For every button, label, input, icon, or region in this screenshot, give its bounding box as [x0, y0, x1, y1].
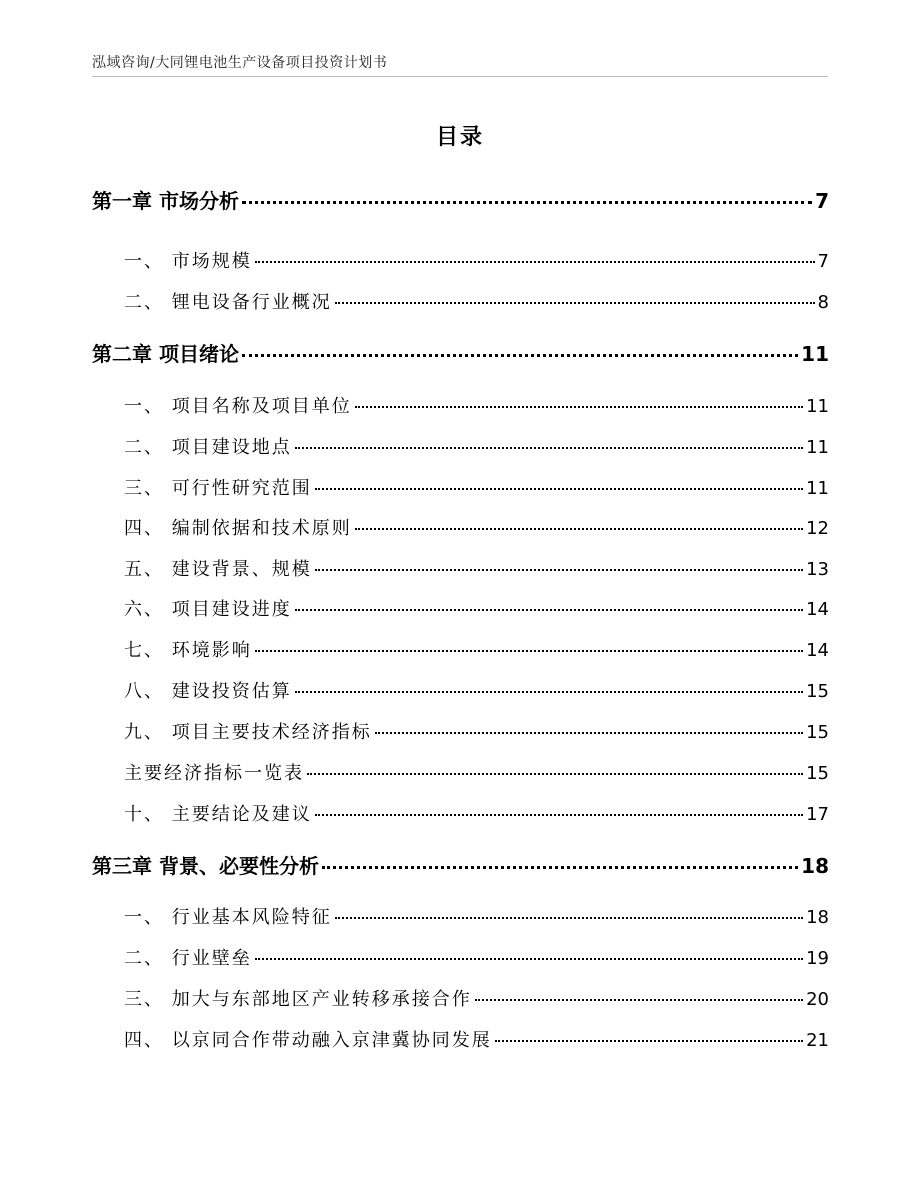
toc-entry-label: 第三章 背景、必要性分析: [92, 854, 319, 878]
dot-leader: [255, 650, 803, 652]
toc-entry-label: 九、 项目主要技术经济指标: [124, 722, 372, 743]
toc-entry-label: 一、 市场规模: [124, 251, 252, 272]
toc-section-entry[interactable]: [124, 595, 829, 621]
dot-leader: [315, 569, 803, 571]
dot-leader: [355, 528, 803, 530]
dot-leader: [495, 1040, 803, 1042]
toc-entry-label: 七、 环境影响: [124, 640, 252, 661]
toc-section-entry[interactable]: [124, 433, 829, 459]
toc-entry-label: 第一章 市场分析: [92, 189, 239, 213]
toc-page-number: 18: [801, 854, 829, 878]
dot-leader: [475, 999, 803, 1001]
toc-page-number: 18: [806, 907, 829, 928]
dot-leader: [242, 354, 798, 357]
toc-section-entry[interactable]: [124, 1026, 829, 1052]
dot-leader: [307, 773, 803, 775]
dot-leader: [375, 732, 803, 734]
toc-page-number: 11: [806, 437, 829, 458]
toc-page-number: 19: [806, 948, 829, 969]
toc-page-number: 7: [817, 251, 829, 272]
toc-page-number: 7: [815, 189, 829, 213]
toc-entry-label: 四、 以京同合作带动融入京津冀协同发展: [124, 1030, 492, 1051]
toc-entry-label: 第二章 项目绪论: [92, 342, 239, 366]
toc-page-number: 15: [806, 681, 829, 702]
toc-section-entry[interactable]: [124, 247, 829, 273]
toc-entry-label: 十、 主要结论及建议: [124, 804, 312, 825]
toc-section-entry[interactable]: [124, 718, 829, 744]
toc-chapter-entry[interactable]: [92, 185, 829, 214]
toc-section-entry[interactable]: [124, 555, 829, 581]
toc-section-entry[interactable]: [124, 800, 829, 826]
toc-entry-label: 一、 行业基本风险特征: [124, 907, 332, 928]
toc-section-entry[interactable]: [124, 474, 829, 500]
dot-leader: [355, 406, 803, 408]
toc-title: 目录: [435, 125, 484, 150]
toc-section-entry[interactable]: [124, 288, 829, 314]
toc-page-number: 13: [806, 559, 829, 580]
toc-chapter-entry[interactable]: [92, 850, 829, 879]
toc-section-entry[interactable]: [124, 514, 829, 540]
toc-page-number: 14: [806, 599, 829, 620]
toc-chapter-entry[interactable]: [92, 338, 829, 367]
toc-section-entry[interactable]: [124, 636, 829, 662]
toc-page-number: 17: [806, 804, 829, 825]
toc-section-entry[interactable]: [124, 392, 829, 418]
toc-page-number: 20: [806, 989, 829, 1010]
dot-leader: [335, 302, 815, 304]
toc-entry-label: 三、 加大与东部地区产业转移承接合作: [124, 989, 472, 1010]
toc-entry-label: 主要经济指标一览表: [124, 763, 304, 784]
dot-leader: [242, 201, 812, 204]
toc-page-number: 21: [806, 1030, 829, 1051]
toc-entry-label: 二、 行业壁垒: [124, 948, 252, 969]
toc-page-number: 11: [801, 342, 829, 366]
dot-leader: [295, 691, 803, 693]
toc-entry-label: 二、 锂电设备行业概况: [124, 292, 332, 313]
toc-entry-label: 五、 建设背景、规模: [124, 559, 312, 580]
toc-entry-label: 一、 项目名称及项目单位: [124, 396, 352, 417]
toc-page-number: 15: [806, 722, 829, 743]
toc-section-entry[interactable]: [124, 985, 829, 1011]
toc-entry-label: 三、 可行性研究范围: [124, 478, 312, 499]
toc-entry-label: 四、 编制依据和技术原则: [124, 518, 352, 539]
toc-page-number: 15: [806, 763, 829, 784]
toc-entry-label: 八、 建设投资估算: [124, 681, 292, 702]
dot-leader: [255, 261, 815, 263]
toc-page-number: 14: [806, 640, 829, 661]
toc-section-entry[interactable]: [124, 759, 829, 785]
page-header: 泓域咨询/大同锂电池生产设备项目投资计划书: [92, 55, 388, 71]
toc-page-number: 11: [806, 478, 829, 499]
dot-leader: [255, 958, 803, 960]
dot-leader: [322, 866, 798, 869]
toc-entry-label: 二、 项目建设地点: [124, 437, 292, 458]
toc-page-number: 8: [817, 292, 829, 313]
toc-entry-label: 六、 项目建设进度: [124, 599, 292, 620]
toc-page-number: 12: [806, 518, 829, 539]
toc-section-entry[interactable]: [124, 944, 829, 970]
dot-leader: [315, 488, 803, 490]
toc-page-number: 11: [806, 396, 829, 417]
dot-leader: [315, 814, 803, 816]
dot-leader: [335, 917, 803, 919]
dot-leader: [295, 609, 803, 611]
toc-section-entry[interactable]: [124, 903, 829, 929]
dot-leader: [295, 447, 803, 449]
toc-section-entry[interactable]: [124, 677, 829, 703]
